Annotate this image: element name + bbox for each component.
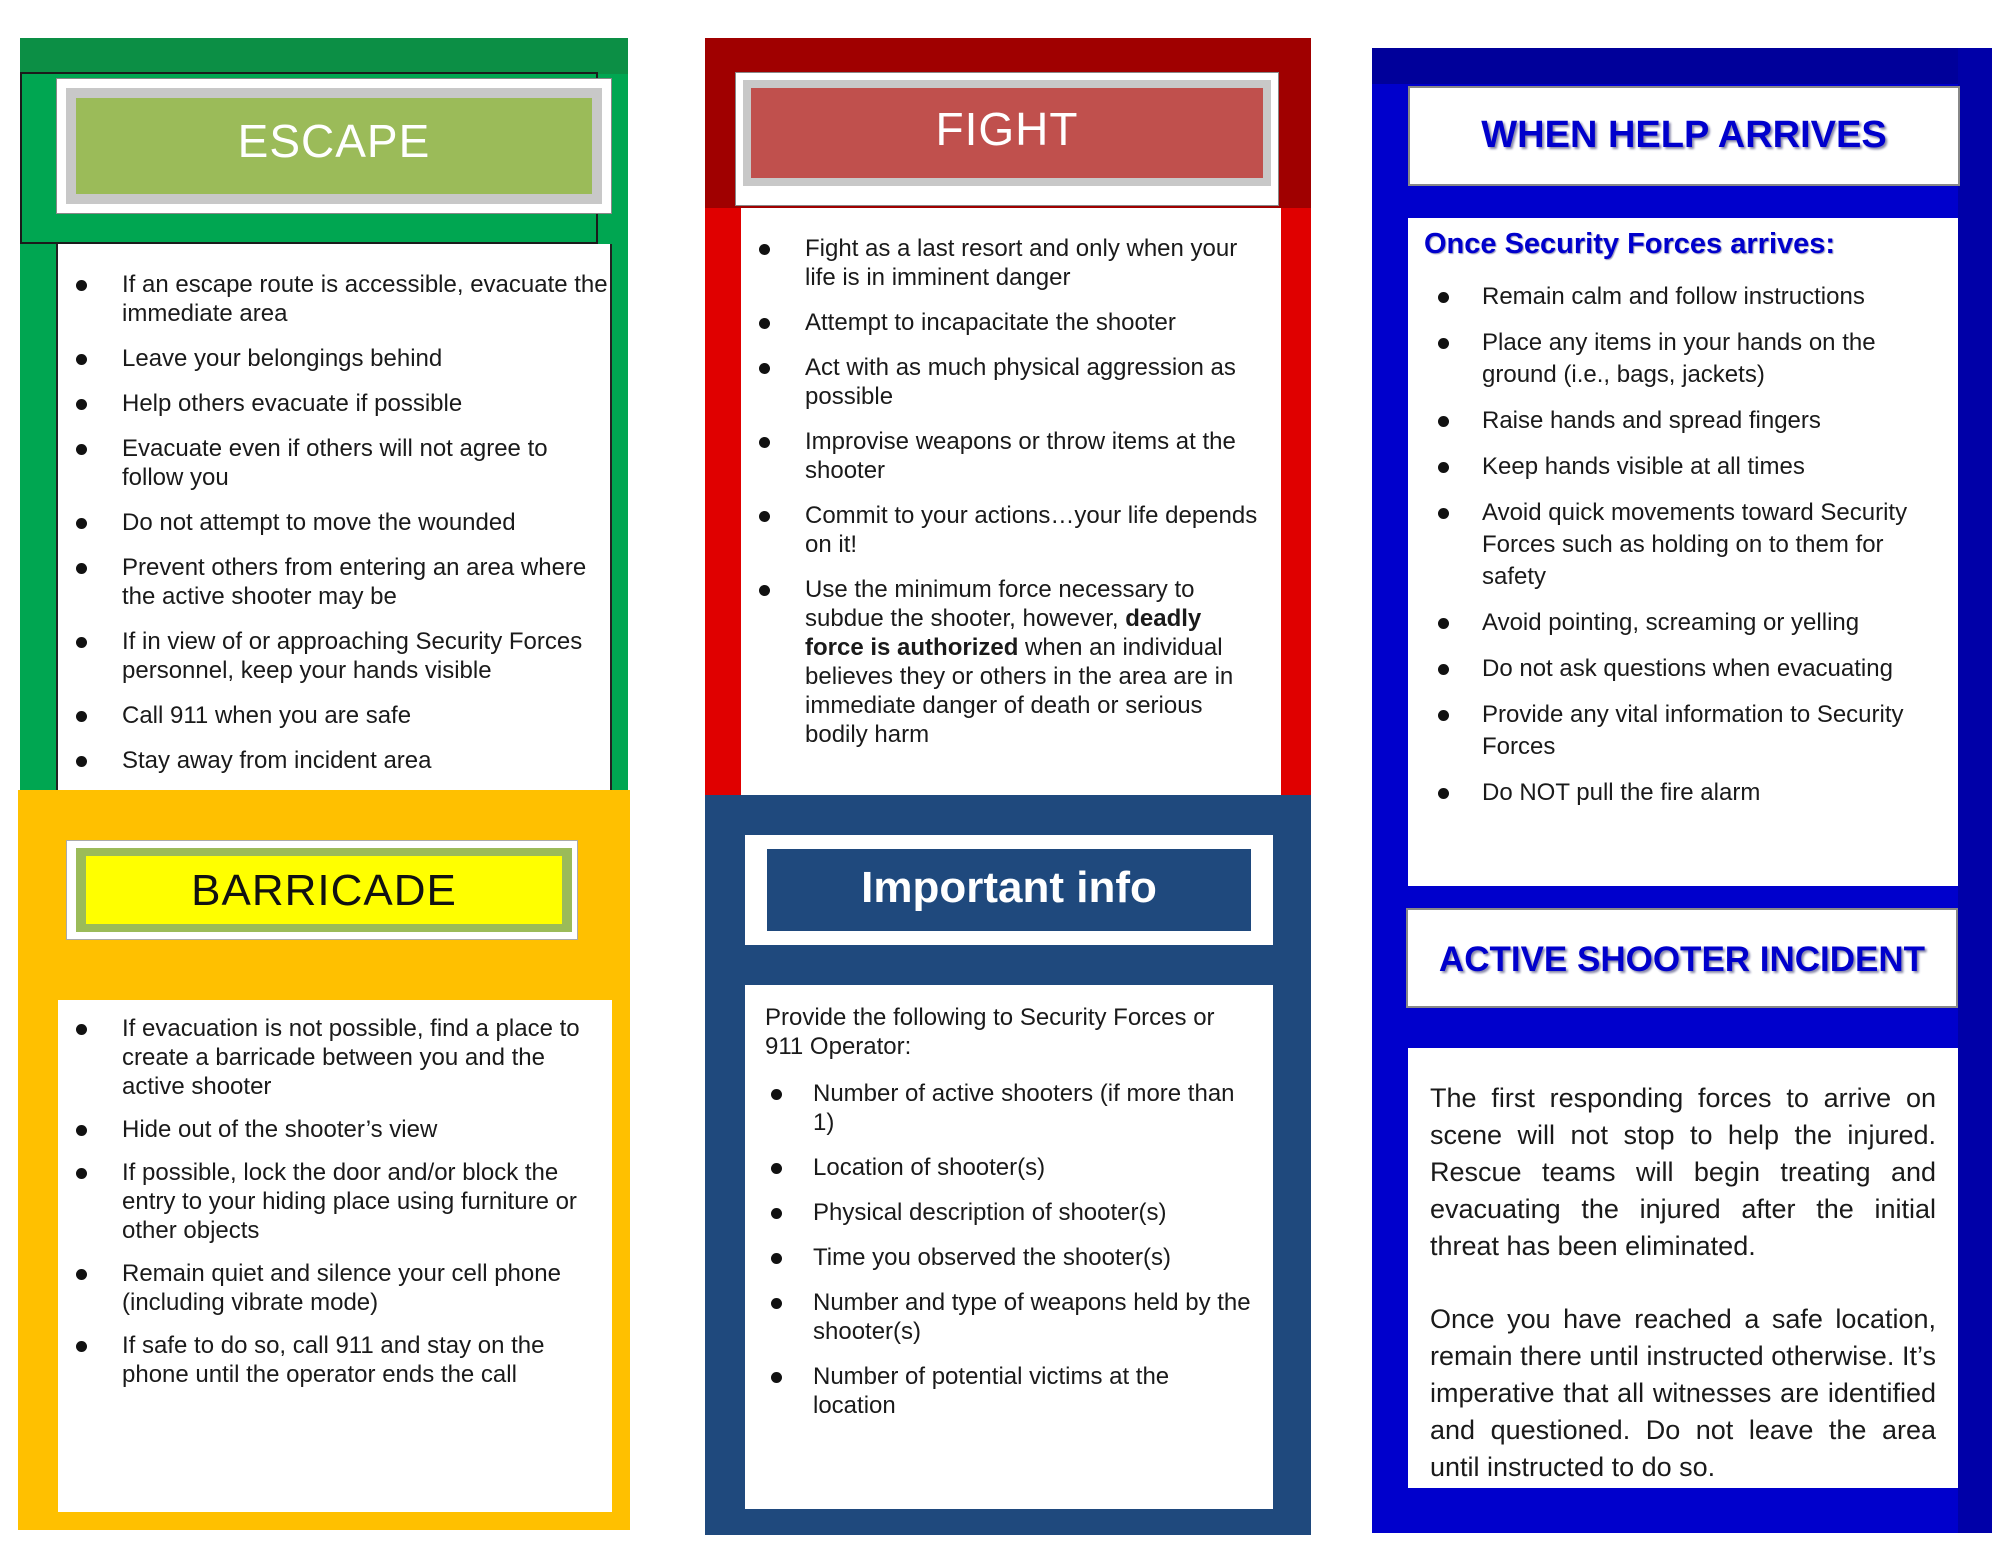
list-item: If evacuation is not possible, find a place to create a barricade between you and the active shooter [58, 1014, 612, 1101]
escape-panel [20, 38, 628, 798]
barricade-title: BARRICADE [191, 866, 457, 915]
list-item: Number of active shooters (if more than 1) [745, 1079, 1253, 1137]
list-item: Place any items in your hands on the ground (i.e., bags, jackets) [1408, 327, 1948, 391]
barricade-title-box [76, 848, 572, 932]
help-panel [1372, 48, 1992, 1533]
list-item: Number and type of weapons held by the shooter(s) [745, 1288, 1253, 1346]
important-intro: Provide the following to Security Forces or 911 Operator: [765, 1004, 1215, 1060]
important-title: Important info [861, 863, 1157, 912]
escape-title: ESCAPE [237, 115, 431, 167]
list-item: Commit to your actions…your life depends on it! [741, 501, 1265, 559]
list-item: Location of shooter(s) [745, 1153, 1253, 1182]
list-item: Raise hands and spread fingers [1408, 405, 1948, 437]
list-item: If safe to do so, call 911 and stay on the phone until the operator ends the call [58, 1331, 612, 1389]
list-item: If in view of or approaching Security Forces personnel, keep your hands visible [58, 627, 610, 685]
list-item: Do not attempt to move the wounded [58, 508, 610, 537]
list-item: Use the minimum force necessary to subdue the shooter, however, deadly force is authorized when an individual believes they or others in the area are in immediate danger of death or serious bodily harm [741, 575, 1265, 749]
list-item: If an escape route is accessible, evacuate the immediate area [58, 270, 610, 328]
fight-body [741, 208, 1281, 798]
list-item: Avoid quick movements toward Security Forces such as holding on to them for safety [1408, 497, 1948, 593]
list-item: Prevent others from entering an area where the active shooter may be [58, 553, 610, 611]
list-item: Avoid pointing, screaming or yelling [1408, 607, 1948, 639]
list-item: Improvise weapons or throw items at the shooter [741, 427, 1265, 485]
list-item: Evacuate even if others will not agree to follow you [58, 434, 610, 492]
escape-bevel [20, 38, 628, 74]
help-bevel-top [1372, 48, 1992, 84]
help-subtitle: Once Security Forces arrives: [1424, 228, 1836, 260]
list-item: Attempt to incapacitate the shooter [741, 308, 1265, 337]
list-item: Leave your belongings behind [58, 344, 610, 373]
list-item: Help others evacuate if possible [58, 389, 610, 418]
incident-title: ACTIVE SHOOTER INCIDENT [1438, 940, 1926, 979]
escape-title-box [66, 88, 602, 204]
fight-title: FIGHT [935, 103, 1079, 155]
incident-body [1408, 1048, 1958, 1488]
list-item: Provide any vital information to Security Forces [1408, 699, 1948, 763]
fight-panel [705, 38, 1311, 798]
escape-list [58, 244, 610, 775]
list-item: Stay away from incident area [58, 746, 610, 775]
escape-body [56, 244, 612, 804]
list-item: Do not ask questions when evacuating [1408, 653, 1948, 685]
list-item: If possible, lock the door and/or block the entry to your hiding place using furniture or other objects [58, 1158, 612, 1245]
list-item: Hide out of the shooter’s view [58, 1115, 612, 1144]
list-item: Fight as a last resort and only when your life is in imminent danger [741, 234, 1265, 292]
important-list [745, 1079, 1253, 1420]
list-item: Keep hands visible at all times [1408, 451, 1948, 483]
list-item: Remain quiet and silence your cell phone (including vibrate mode) [58, 1259, 612, 1317]
incident-header-white [1406, 908, 1958, 1008]
list-item: Call 911 when you are safe [58, 701, 610, 730]
fight-emphasis: deadly force is authorized [805, 605, 1202, 661]
important-panel [705, 795, 1311, 1535]
fight-list [741, 208, 1281, 749]
help-title: WHEN HELP ARRIVES [1481, 114, 1887, 156]
important-title-box [767, 849, 1251, 931]
list-item: Act with as much physical aggression as possible [741, 353, 1265, 411]
list-item: Physical description of shooter(s) [745, 1198, 1253, 1227]
list-item: Number of potential victims at the location [745, 1362, 1253, 1420]
fight-title-box [743, 80, 1271, 186]
help-bevel-right [1958, 48, 1992, 1533]
help-header-white [1408, 86, 1960, 186]
barricade-list [58, 1000, 612, 1389]
incident-paragraph-1: The first responding forces to arrive on scene will not stop to help the injured. Rescue teams will begin treating and evacuating the injured after the initial threat has been eliminated. [1430, 1083, 1936, 1261]
incident-paragraph-2: Once you have reached a safe location, remain there until instructed otherwise. It’s imperative that all witnesses are identified and questioned. Do not leave the area until instructed to do so. [1430, 1304, 1936, 1482]
important-body [745, 985, 1273, 1509]
list-item: Do NOT pull the fire alarm [1408, 777, 1948, 809]
list-item: Time you observed the shooter(s) [745, 1243, 1253, 1272]
help-list [1408, 281, 1948, 809]
barricade-body [58, 1000, 612, 1512]
barricade-panel [18, 790, 630, 1530]
help-body [1408, 218, 1958, 886]
list-item: Remain calm and follow instructions [1408, 281, 1948, 313]
